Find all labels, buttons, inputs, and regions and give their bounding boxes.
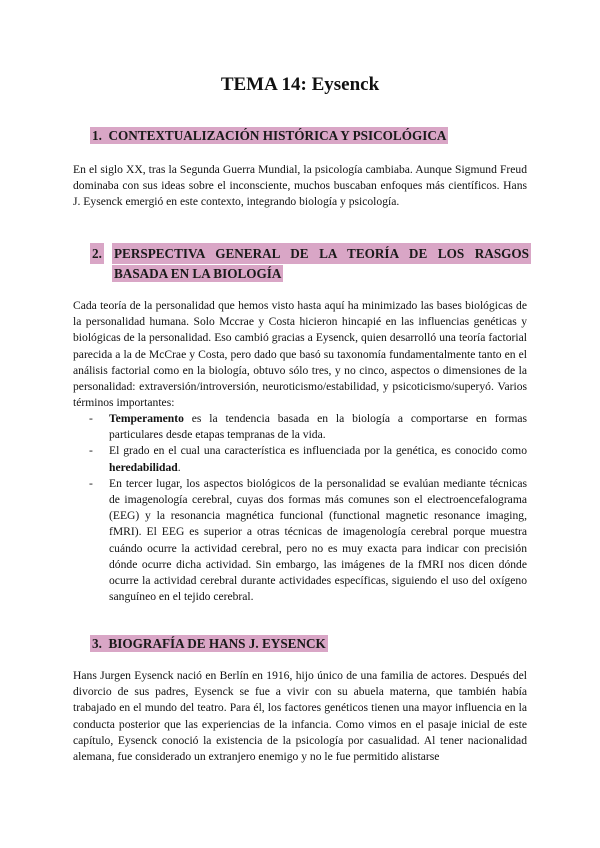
section-1-highlight <box>90 127 448 144</box>
list-item <box>73 476 527 606</box>
list-dash: - <box>89 476 93 490</box>
list-item <box>73 411 527 443</box>
term-1-text: es la tendencia basada en la biología a comportarse en formas particulares desde etapas tempranas de la vida. <box>109 412 527 442</box>
section-3-title: BIOGRAFÍA DE HANS J. EYSENCK <box>108 636 326 651</box>
page-title: TEMA 14: Eysenck <box>220 74 380 95</box>
section-1-paragraph: En el siglo XX, tras la Segunda Guerra Mundial, la psicología cambiaba. Aunque Sigmund Freud dominaba con sus ideas sobre el inconsciente, muchos buscaban enfoques más científicos. Hans J. Eysenck emergió en este contexto, integrando biología y psicología. <box>73 163 527 209</box>
term-temperamento: Temperamento <box>109 412 184 425</box>
section-1-heading <box>90 126 527 145</box>
list-dash: - <box>89 444 93 458</box>
section-3-number: 3. <box>92 636 102 651</box>
section-3-highlight <box>90 635 328 652</box>
term-3-text: En tercer lugar, los aspectos biológicos de la personalidad se evalúan mediante técnicas de imagenología cerebral, cuyas dos formas más comunes son el electroencefalograma (EEG) y la resonancia magnética funcional (functional magnetic resonance imaging, fMRI). El EEG es superior a otras técnicas de imagenología cerebral porque muestra cuándo ocurre la actividad cerebral, pero no es muy exacta para indicar con precisión dónde ocurre dicha actividad. Sin embargo, las imágenes de la fMRI nos dicen dónde ocurre la actividad cerebral durante actividades específicas, siguiendo el uso del oxígeno sanguíneo en el tejido cerebral. <box>109 476 527 604</box>
section-1-title: CONTEXTUALIZACIÓN HISTÓRICA Y PSICOLÓGICA <box>108 128 447 143</box>
section-3-paragraph: Hans Jurgen Eysenck nació en Berlín en 1916, hijo único de una familia de actores. Después del divorcio de sus padres, Eysenck se fue a vivir con su abuela materna, que también había trabajado en el mundo del teatro. Para él, los factores genéticos tienen una mayor influencia en la conducta posterior que las experiencias de la infancia. Como vimos en el pasaje inicial de este capítulo, Eysenck conoció la existencia de la psicología por casualidad. Al tener nacionalidad alemana, fue considerado un extranjero enemigo y no le fue permitido alistarse <box>73 669 527 764</box>
term-heredabilidad: heredabilidad <box>109 460 178 474</box>
list-item <box>73 443 527 475</box>
section-2-heading <box>90 243 527 283</box>
section-3-heading <box>90 634 527 653</box>
section-2-title-line1: PERSPECTIVA GENERAL DE LA TEORÍA DE LOS RASGOS <box>112 243 531 264</box>
section-1-number: 1. <box>92 128 102 143</box>
section-2-title-line2: BASADA EN LA BIOLOGÍA <box>114 266 282 281</box>
list-dash: - <box>89 412 93 425</box>
term-2-text: El grado en el cual una característica es influenciada por la genética, es conocido como <box>109 444 527 458</box>
section-2-title-block <box>90 243 527 283</box>
section-2-paragraph: Cada teoría de la personalidad que hemos visto hasta aquí ha minimizado las bases biológicas de la personalidad humana. Solo Mccrae y Costa hicieron hincapié en las influencias genéticas y biológicas de la personalidad. Eso cambió gracias a Eysenck, quien desarrolló una teoría factorial parecida a la de McCrae y Costa, pero dado que basó su taxonomía fundamentalmente tanto en el análisis factorial como en la biología, obtuvo sólo tres, y no cinco, aspectos o dimensiones de la personalidad: extraversión/introversión, neuroticismo/estabilidad, y psicoticismo/superyó. Varios términos importantes: <box>73 299 527 410</box>
section-2-number: 2. <box>90 243 104 264</box>
term-2-end: . <box>177 460 181 474</box>
terms-list <box>73 411 527 605</box>
